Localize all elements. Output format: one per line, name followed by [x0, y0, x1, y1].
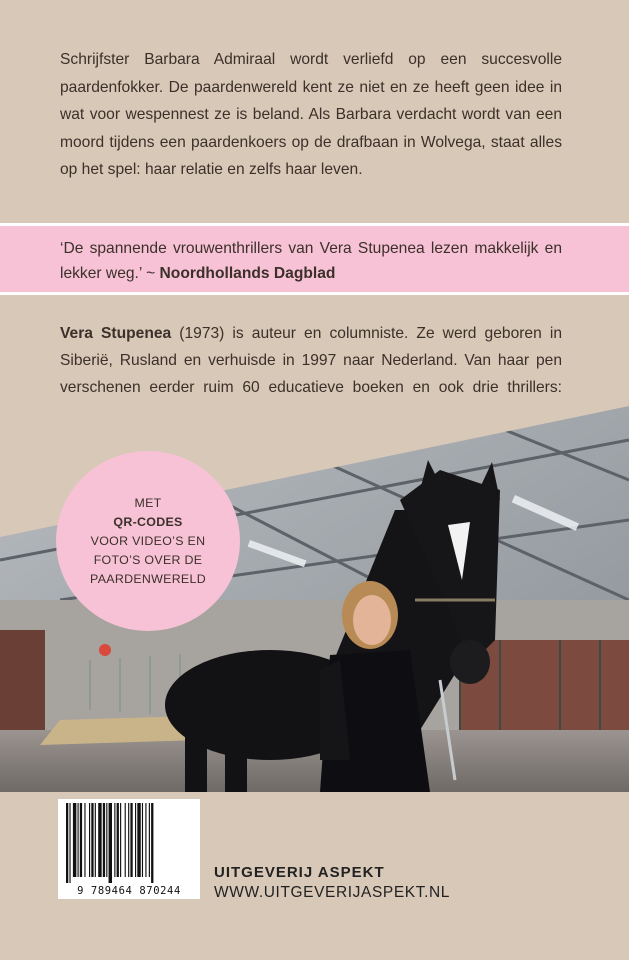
barcode-bar	[145, 803, 146, 877]
barcode-bar	[91, 803, 93, 877]
barcode-bar	[106, 803, 107, 877]
barcode-bar	[125, 803, 126, 877]
barcode-bar	[137, 803, 140, 877]
barcode-bar	[130, 803, 132, 877]
barcode-bar	[89, 803, 90, 877]
barcode-bar	[114, 803, 115, 877]
review-quote	[60, 236, 562, 286]
barcode-digits: 9 789464 870244	[77, 885, 181, 897]
qr-codes-badge	[56, 451, 240, 631]
barcode-bar	[95, 803, 96, 877]
bio-text: (1973) is auteur en columniste. Ze werd geboren in Siberië, Rusland en verhuisde in 1997 naar Nederland. Van haar pen verschenen eerder ruim 60 educatieve boeken en ook drie thrillers:	[60, 325, 562, 396]
barcode-bar	[135, 803, 136, 877]
barcode-bar	[98, 803, 101, 877]
barcode-bar	[66, 803, 68, 883]
barcode-bar	[73, 803, 76, 877]
barcode-bar	[128, 803, 129, 877]
synopsis-text: Schrijfster Barbara Admiraal wordt verliefd op een succesvolle paardenfokker. De paardenwereld kent ze niet en ze heeft geen idee in wat voor wespennest ze is beland. Als Barbara verdacht wordt van een moord tijdens een paardenkoers op de drafbaan in Wolvega, staat alles op het spel: haar relatie en zelfs haar leven.	[60, 51, 562, 178]
barcode-bar	[120, 803, 121, 877]
barcode-bar	[78, 803, 79, 877]
barcode-bar	[103, 803, 105, 877]
quote-band	[0, 223, 629, 295]
publisher-name: UITGEVERIJ ASPEKT	[214, 864, 385, 881]
barcode-bars	[58, 799, 200, 883]
isbn-barcode	[58, 799, 200, 899]
quote-body: ‘De spannende vrouwenthrillers van Vera Stupenea lezen makkelijk en lekker weg.’ ~	[60, 240, 562, 282]
badge-line: VOOR VIDEO’S EN	[90, 533, 206, 548]
barcode-bar	[151, 803, 153, 883]
publisher-url[interactable]: WWW.UITGEVERIJASPEKT.NL	[214, 884, 450, 901]
barcode-bar	[84, 803, 85, 877]
barcode-bar	[109, 803, 112, 883]
barcode-bar	[149, 803, 150, 877]
badge-line: FOTO’S OVER DE	[93, 552, 203, 567]
barcode-bar	[69, 803, 70, 883]
barcode-bar	[117, 803, 119, 877]
badge-line: PAARDENWERELD	[90, 571, 206, 586]
barcode-bar	[142, 803, 143, 877]
barcode-bar	[80, 803, 82, 877]
quote-source: Noordhollands Dagblad	[159, 265, 336, 282]
badge-line: MET	[134, 495, 162, 510]
badge-qr-label: QR-CODES	[113, 514, 183, 529]
author-name: Vera Stupenea	[60, 325, 172, 342]
